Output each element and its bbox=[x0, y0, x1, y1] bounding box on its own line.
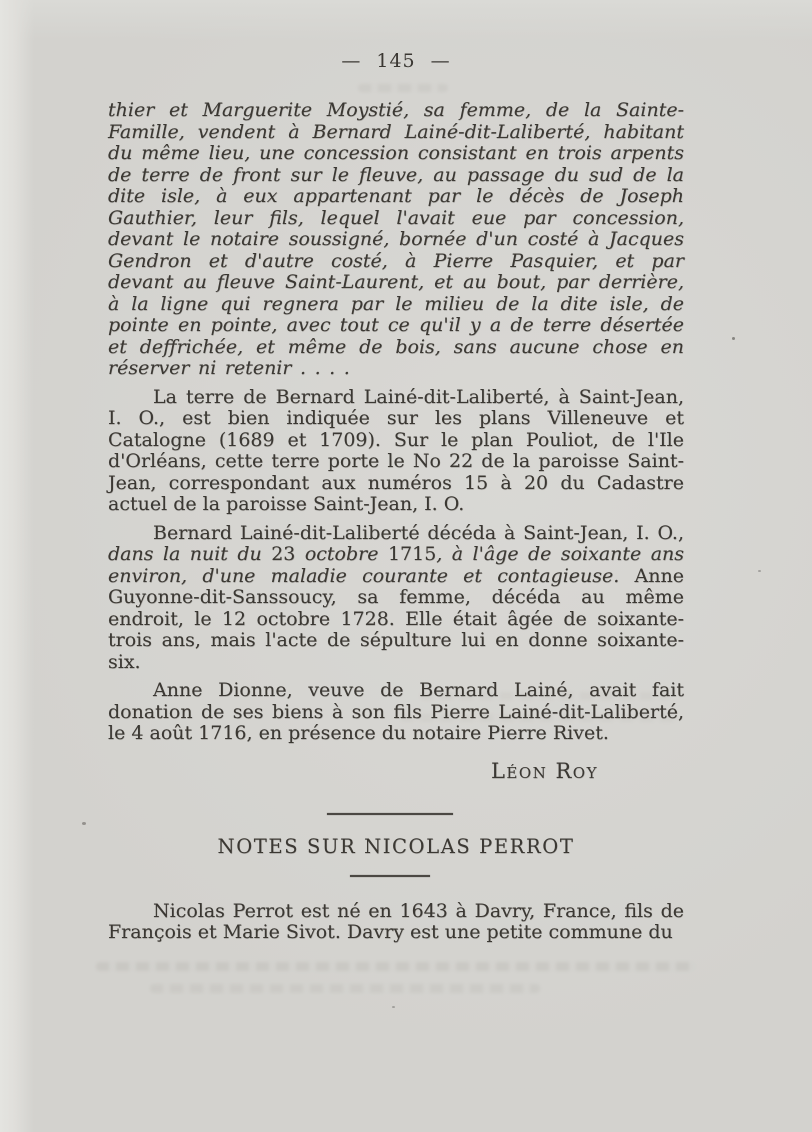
showthrough-smudge bbox=[358, 84, 448, 92]
section-heading: NOTES SUR NICOLAS PERROT bbox=[217, 835, 575, 858]
text-segment: octobre bbox=[304, 543, 388, 565]
text-segment: Bernard Lainé-dit-Laliberté décéda à Saint-Jean, I. O., bbox=[153, 521, 684, 544]
ink-speck bbox=[758, 570, 761, 572]
page-body bbox=[108, 100, 684, 745]
text-segment: Nicolas Perrot est né en 1643 à Davry, France, fils de François et Marie Sivot. Davry est une petite commune du bbox=[108, 899, 684, 943]
ink-speck bbox=[82, 822, 86, 825]
heading-underline-rule bbox=[350, 875, 430, 877]
text-segment: thier et Marguerite Moystié, sa femme, de la Sainte-Famille, vendent à Bernard Lainé-dit-Laliberté, habitant du même lieu, une concession consistant en trois arpents de terre de front sur le fleuve, au passage du sud de la dite isle, à eux appartenant par le décès de Joseph Gauthier, leur fils, lequel l'avait eue par concession, devant le notaire soussigné, bornée d'un costé à Jacques Gendron et d'autre costé, à Pierre Pasquier, et par devant au fleuve Saint-Laurent, et au bout, par derrière, à la ligne qui regnera par le milieu de la dite isle, de pointe en pointe, avec tout ce qu'il y a de terre désertée et deffrichée, et même de bois, sans aucune chose en réserver ni retenir . . . . bbox=[108, 99, 684, 379]
showthrough-smudge bbox=[96, 962, 696, 971]
text-segment: 23 bbox=[271, 543, 305, 565]
text-segment: Anne Dionne, veuve de Bernard Lainé, avait fait donation de ses biens à son fils Pierre Lainé-dit-Laliberté, le 4 août 1716, en présence du notaire Pierre Rivet. bbox=[108, 679, 684, 744]
paragraph bbox=[108, 901, 684, 944]
paragraph bbox=[108, 100, 684, 380]
section-body bbox=[108, 901, 684, 944]
text-segment: 1715 bbox=[387, 543, 437, 565]
page-number: — 145 — bbox=[341, 50, 451, 72]
paragraph bbox=[108, 387, 684, 516]
text-segment: Anne Guyonne-dit-Sanssoucy, sa femme, décéda au même endroit, le 12 octobre 1728. Elle était âgée de soixante-trois ans, mais l'acte de sépulture lui en donne soixante-six. bbox=[108, 564, 684, 673]
paragraph bbox=[108, 680, 684, 745]
author-signature: Léon Roy bbox=[490, 758, 598, 783]
text-segment: dans la nuit du bbox=[108, 543, 272, 565]
text-block bbox=[108, 100, 684, 951]
ink-speck bbox=[392, 1006, 395, 1008]
showthrough-smudge bbox=[150, 984, 540, 993]
text-segment: , à l'âge de soixante ans environ, d'une maladie courante et contagieuse. bbox=[108, 543, 685, 587]
section-divider-rule bbox=[327, 813, 453, 815]
text-segment: La terre de Bernard Lainé-dit-Laliberté, à Saint-Jean, I. O., est bien indiquée sur les plans Villeneuve et Catalogne (1689 et 1709). Sur le plan Pouliot, de l'Ile d'Orléans, cette terre porte le No 22 de la paroisse Saint-Jean, correspondant aux numéros 15 à 20 du Cadastre actuel de la paroisse Saint-Jean, I. O. bbox=[108, 385, 684, 515]
paragraph bbox=[108, 523, 684, 674]
ink-speck bbox=[732, 337, 735, 340]
